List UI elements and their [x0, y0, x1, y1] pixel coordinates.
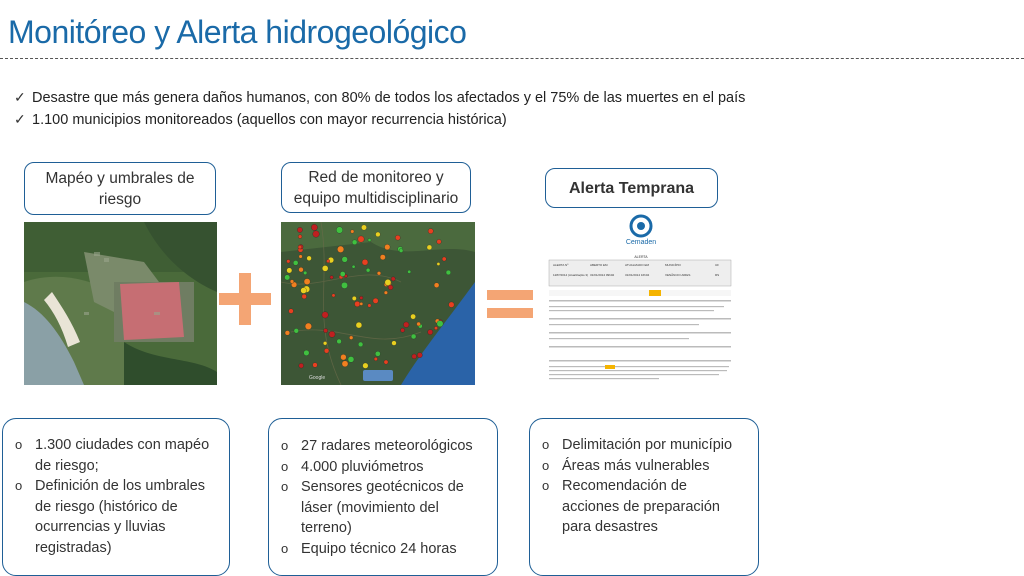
- station-marker: [412, 354, 417, 359]
- station-marker: [349, 336, 353, 340]
- station-marker: [388, 285, 393, 290]
- station-marker: [352, 265, 355, 268]
- station-marker: [304, 279, 310, 285]
- station-marker: [287, 268, 292, 273]
- station-marker: [377, 271, 381, 275]
- station-marker: [287, 260, 291, 264]
- station-marker: [302, 294, 307, 299]
- station-marker: [332, 294, 335, 297]
- list-item: o Áreas más vulnerables: [536, 456, 752, 477]
- svg-text:31/01/2014 16h04: 31/01/2014 16h04: [625, 273, 650, 277]
- station-marker: [341, 282, 347, 288]
- station-marker: [313, 231, 320, 238]
- station-marker: [411, 314, 416, 319]
- list-item: o Recomendación de acciones de preparación para desastres: [536, 476, 752, 538]
- mapping-label: Mapéo y umbrales de riesgo: [24, 162, 216, 215]
- station-marker: [401, 328, 405, 332]
- plus-operator: [219, 273, 271, 325]
- station-marker: [362, 259, 368, 265]
- station-marker: [363, 363, 369, 369]
- mapping-details-box: [2, 418, 230, 576]
- station-marker: [449, 302, 455, 308]
- station-marker: [437, 239, 442, 244]
- station-marker: [366, 268, 370, 272]
- list-item: o Definición de los umbrales de riesgo (histórico de ocurrencias y lluvias registradas): [9, 476, 221, 558]
- station-marker: [385, 244, 391, 250]
- svg-text:MUNICÍPIO: MUNICÍPIO: [665, 263, 681, 267]
- station-marker: [305, 323, 312, 330]
- station-marker: [395, 235, 400, 240]
- checkmark-icon: ✓: [14, 89, 26, 105]
- station-marker: [385, 279, 391, 285]
- station-marker: [290, 280, 294, 284]
- station-marker: [348, 356, 354, 362]
- station-marker: [428, 229, 433, 234]
- station-marker: [285, 331, 290, 336]
- title-divider: [0, 58, 1024, 59]
- station-marker: [417, 322, 421, 326]
- station-marker: [408, 270, 411, 273]
- network-label: Red de monitoreo y equipo multidisciplinario: [281, 162, 471, 213]
- station-marker: [289, 309, 294, 314]
- doc-header: ALERTA: [634, 255, 648, 259]
- station-marker: [298, 245, 302, 249]
- network-details-box: [268, 418, 498, 576]
- station-marker: [358, 236, 364, 242]
- station-marker: [384, 360, 388, 364]
- station-marker: [399, 249, 403, 253]
- station-marker: [299, 255, 303, 259]
- station-marker: [352, 240, 357, 245]
- station-marker: [285, 275, 290, 280]
- station-marker: [442, 257, 446, 261]
- list-item: o Sensores geotécnicos de láser (movimiento del terreno): [275, 477, 491, 539]
- station-marker: [342, 257, 348, 263]
- station-marker: [361, 225, 366, 230]
- station-marker: [301, 288, 307, 294]
- svg-text:RS: RS: [715, 273, 720, 277]
- station-marker: [340, 271, 345, 276]
- svg-text:Google: Google: [309, 375, 326, 381]
- station-marker: [326, 259, 329, 262]
- station-marker: [384, 291, 388, 295]
- station-marker: [380, 255, 385, 260]
- station-marker: [434, 283, 439, 288]
- station-marker: [391, 277, 395, 281]
- station-marker: [324, 329, 328, 333]
- list-item: o 1.300 ciudades con mapéo de riesgo;: [9, 435, 221, 476]
- station-marker: [307, 256, 312, 261]
- list-item: o Equipo técnico 24 horas: [275, 539, 491, 560]
- list-item: o 4.000 pluviómetros: [275, 457, 491, 478]
- station-marker: [368, 304, 372, 308]
- station-marker: [352, 296, 356, 300]
- station-marker: [360, 296, 363, 299]
- station-marker: [323, 341, 327, 345]
- station-marker: [351, 230, 355, 234]
- svg-text:ABERTO EM: ABERTO EM: [590, 263, 608, 267]
- station-marker: [311, 224, 317, 230]
- summary-bullets: [14, 86, 745, 130]
- station-marker: [437, 321, 443, 327]
- station-marker: [375, 351, 380, 356]
- alert-label: Alerta Temprana: [545, 168, 718, 208]
- station-marker: [373, 298, 378, 303]
- station-marker: [297, 227, 302, 232]
- alert-document-image: [545, 212, 735, 388]
- station-marker: [299, 267, 304, 272]
- station-marker: [376, 232, 381, 237]
- doc-logo-text: Cemaden: [625, 239, 657, 246]
- station-marker: [294, 328, 299, 333]
- station-marker: [446, 270, 451, 275]
- monitoring-network-map: [281, 222, 475, 385]
- svg-text:1287/2014 (Atualização 3): 1287/2014 (Atualização 3): [553, 273, 589, 277]
- svg-text:VENÂNCIO AIRES: VENÂNCIO AIRES: [665, 273, 691, 277]
- list-item: o 27 radares meteorológicos: [275, 436, 491, 457]
- station-marker: [298, 235, 302, 239]
- station-marker: [417, 353, 422, 358]
- alert-details-box: [529, 418, 759, 576]
- svg-text:UF: UF: [715, 263, 719, 267]
- station-marker: [374, 357, 378, 361]
- station-marker: [337, 339, 342, 344]
- equals-operator: [487, 288, 533, 320]
- station-marker: [336, 227, 343, 234]
- svg-text:ALERTA Nº: ALERTA Nº: [553, 263, 569, 267]
- station-marker: [337, 246, 344, 253]
- station-marker: [330, 276, 333, 279]
- station-marker: [356, 322, 362, 328]
- station-marker: [403, 322, 409, 328]
- station-marker: [313, 363, 318, 368]
- station-marker: [324, 348, 329, 353]
- station-marker: [437, 262, 440, 265]
- station-marker: [322, 265, 328, 271]
- station-marker: [360, 302, 363, 305]
- station-marker: [358, 342, 363, 347]
- svg-text:31/01/2014 09h02: 31/01/2014 09h02: [590, 273, 615, 277]
- station-marker: [329, 331, 335, 337]
- station-marker: [427, 245, 432, 250]
- checkmark-icon: ✓: [14, 111, 26, 127]
- bullet-item: ✓ 1.100 municipios monitoreados (aquellos con mayor recurrencia histórica): [14, 108, 745, 130]
- station-marker: [368, 238, 371, 241]
- bullet-item: ✓ Desastre que más genera daños humanos, con 80% de todos los afectados y el 75% de las muertes en el país: [14, 86, 745, 108]
- list-item: o Delimitación por município: [536, 435, 752, 456]
- svg-text:ATUALIZADO EM: ATUALIZADO EM: [625, 263, 649, 267]
- station-marker: [434, 326, 437, 329]
- station-marker: [341, 354, 347, 360]
- station-marker: [304, 350, 310, 356]
- risk-map-image: [24, 222, 217, 385]
- station-marker: [322, 312, 328, 318]
- station-marker: [428, 330, 433, 335]
- page-title: Monitóreo y Alerta hidrogeológico: [8, 14, 467, 50]
- station-marker: [392, 341, 397, 346]
- station-marker: [342, 361, 348, 367]
- station-marker: [355, 301, 361, 307]
- station-marker: [293, 260, 298, 265]
- station-marker: [299, 363, 304, 368]
- station-marker: [303, 271, 307, 275]
- station-marker: [411, 334, 416, 339]
